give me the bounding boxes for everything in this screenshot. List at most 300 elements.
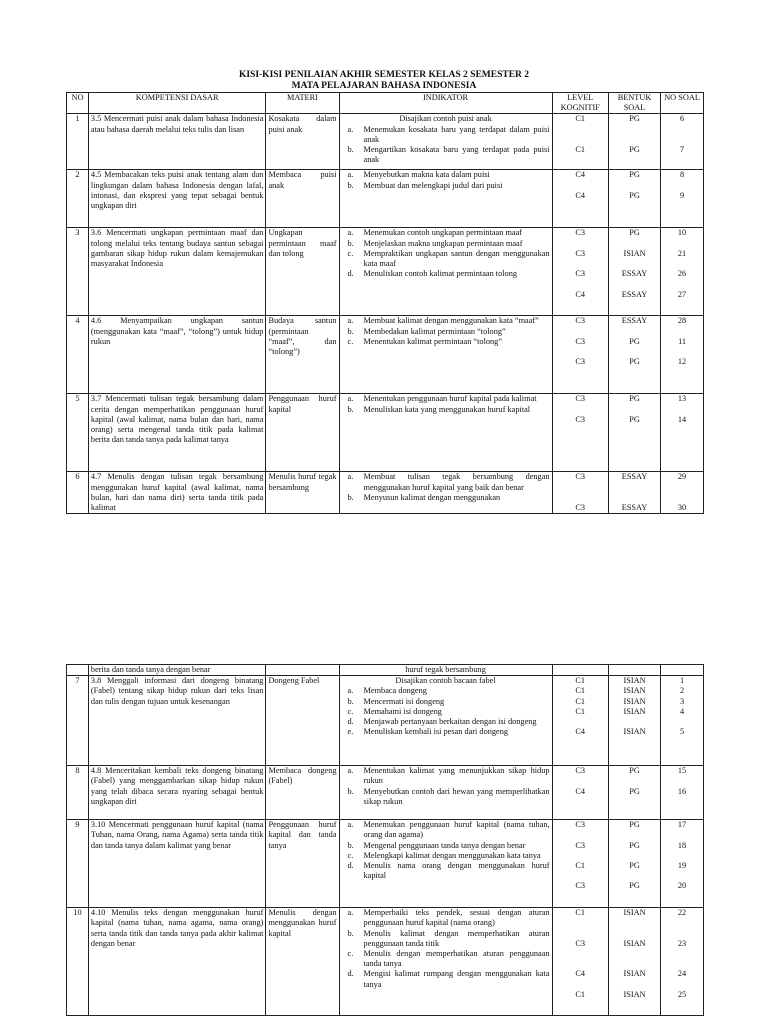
- bentuk-soal-cell: [608, 676, 660, 766]
- level-kognitif-value: C3: [575, 394, 586, 404]
- table-row: [67, 114, 704, 170]
- no-soal-value: 5: [679, 727, 685, 737]
- no-soal-value: [663, 259, 701, 269]
- indikator-item: [342, 686, 550, 696]
- indikator-item: [342, 908, 550, 928]
- level-kognitif-cell: [552, 766, 608, 820]
- bentuk-soal-cell: [608, 820, 660, 908]
- bentuk-soal-value: [611, 776, 658, 786]
- no-soal-cell: [661, 472, 704, 514]
- level-kognitif-value: C1: [575, 686, 586, 696]
- indikator-text: Membuat kalimat dengan menggunakan kata “maaf”: [363, 316, 539, 326]
- no-soal-value: 6: [679, 114, 685, 124]
- bentuk-soal-cell: [608, 665, 660, 676]
- indikator-cell: [339, 170, 552, 228]
- indikator-marker: a.: [347, 228, 354, 238]
- indikator-item: [342, 707, 550, 717]
- table-row: [67, 820, 704, 908]
- bentuk-soal-value: [611, 483, 658, 493]
- indikator-item: [342, 316, 550, 326]
- materi-cell: Penggunaan huruf kapital: [266, 394, 339, 472]
- indikator-marker: b.: [347, 786, 354, 796]
- indikator-list: [342, 820, 550, 881]
- indikator-marker: b.: [347, 928, 354, 938]
- bentuk-soal-value: ESSAY: [621, 316, 648, 326]
- indikator-text: Menyusun kalimat dengan menggunakan: [363, 492, 501, 502]
- level-kognitif-value: [555, 717, 606, 727]
- indikator-item: [342, 766, 550, 786]
- indikator-text: Mempraktikan ungkapan santun dengan menggunakan kata maaf: [363, 248, 550, 269]
- level-kognitif-value: C1: [575, 908, 586, 918]
- no-soal-value: 28: [677, 316, 687, 326]
- bentuk-soal-value: ISIAN: [623, 969, 646, 979]
- table-header-row: [67, 93, 704, 114]
- no-soal-value: [663, 717, 701, 727]
- bentuk-soal-value: ESSAY: [621, 269, 648, 279]
- indikator-list: [342, 125, 550, 166]
- indikator-marker: c.: [347, 949, 354, 959]
- no-soal-cell: [661, 908, 704, 1016]
- row-number: 1: [67, 114, 89, 170]
- level-kognitif-value: [555, 493, 606, 503]
- materi-cell: Membaca dongeng (Fabel): [266, 766, 339, 820]
- no-soal-value: 10: [677, 228, 687, 238]
- level-kognitif-cell: [552, 170, 608, 228]
- indikator-item: [342, 337, 550, 347]
- kisi-kisi-table-page-1: [66, 92, 704, 514]
- header-indikator: INDIKATOR: [339, 93, 552, 114]
- indikator-text: Menentukan kalimat permintaan “tolong”: [363, 336, 502, 346]
- kompetensi-dasar-cell: berita dan tanda tanya dengan benar: [88, 665, 266, 676]
- bentuk-soal-value: [611, 929, 658, 939]
- header-level-kognitif: LEVEL KOGNITIF: [552, 93, 608, 114]
- level-kognitif-cell: [552, 472, 608, 514]
- indikator-text: Menyebutkan makna kata dalam puisi: [363, 170, 490, 180]
- level-kognitif-cell: [552, 676, 608, 766]
- materi-cell: Membaca puisi anak: [266, 170, 339, 228]
- bentuk-soal-cell: [608, 908, 660, 1016]
- indikator-marker: c.: [347, 850, 354, 860]
- level-kognitif-value: [555, 776, 606, 786]
- no-soal-value: 29: [677, 472, 687, 482]
- header-materi: MATERI: [266, 93, 339, 114]
- indikator-item: [342, 269, 550, 279]
- level-kognitif-value: C1: [575, 696, 586, 706]
- materi-cell: Kosakata dalam puisi anak: [266, 114, 339, 170]
- no-soal-value: [663, 776, 701, 786]
- indikator-text: Menentukan kalimat yang menunjukkan sikap hidup rukun: [363, 766, 550, 786]
- level-kognitif-value: [555, 918, 606, 928]
- kompetensi-dasar-cell: 3.10 Mencermati penggunaan huruf kapital (nama Tuhan, nama Orang, nama Agama) serta tanda titik dan tanda tanya dalam kalimat yang benar: [88, 820, 266, 908]
- level-kognitif-value: [555, 980, 606, 990]
- level-kognitif-value: C3: [575, 357, 586, 367]
- no-soal-value: 27: [677, 289, 687, 299]
- indikator-cell: [339, 394, 552, 472]
- level-kognitif-value: C4: [575, 190, 586, 200]
- kompetensi-dasar-cell: 3.5 Mencermati puisi anak dalam bahasa Indonesia atau bahasa daerah melalui teks tulis dan lisan: [88, 114, 266, 170]
- level-kognitif-value: C1: [575, 706, 586, 716]
- header-bentuk-soal: BENTUK SOAL: [608, 93, 660, 114]
- bentuk-soal-value: ESSAY: [621, 289, 648, 299]
- no-soal-value: 8: [679, 170, 685, 180]
- indikator-list: [342, 766, 550, 807]
- header-kompetensi-dasar: KOMPETENSI DASAR: [88, 93, 266, 114]
- row-number: 5: [67, 394, 89, 472]
- indikator-marker: a.: [347, 766, 354, 776]
- no-soal-value: 7: [679, 145, 685, 155]
- indikator-text: Melengkapi kalimat dengan menggunakan kata tanya: [363, 850, 541, 860]
- indikator-marker: a.: [347, 316, 354, 326]
- bentuk-soal-value: PG: [629, 766, 640, 776]
- indikator-item: [342, 861, 550, 881]
- no-soal-value: 26: [677, 269, 687, 279]
- indikator-marker: b.: [347, 238, 354, 248]
- bentuk-soal-value: PG: [629, 190, 640, 200]
- bentuk-soal-value: [611, 327, 658, 337]
- indikator-item: [342, 181, 550, 191]
- materi-cell: Menulis dengan menggunakan huruf kapital: [266, 908, 339, 1016]
- bentuk-soal-value: ISIAN: [623, 676, 646, 686]
- bentuk-soal-value: [611, 181, 658, 191]
- indikator-text: Menjelaskan makna ungkapan permintaan maaf: [363, 238, 523, 248]
- level-kognitif-cell: [552, 394, 608, 472]
- kisi-kisi-table-page-2: [66, 664, 704, 1016]
- indikator-marker: c.: [347, 248, 354, 258]
- indikator-text: Menulis nama orang dengan menggunakan huruf kapital: [363, 861, 550, 881]
- indikator-item: [342, 841, 550, 851]
- bentuk-soal-value: [611, 347, 658, 357]
- bentuk-soal-value: ISIAN: [623, 908, 646, 918]
- level-kognitif-value: C3: [575, 414, 586, 424]
- materi-cell: Penggunaan huruf kapital dan tanda tanya: [266, 820, 339, 908]
- indikator-list: [342, 394, 550, 414]
- kompetensi-dasar-cell: 4.5 Membacakan teks puisi anak tentang alam dan lingkungan dalam bahasa Indonesia dengan lafal, intonasi, dan ekspresi yang tepat sebagai bentuk ungkapan diri: [88, 170, 266, 228]
- no-soal-value: 1: [679, 676, 685, 686]
- indikator-marker: e.: [347, 727, 354, 737]
- no-soal-value: 19: [677, 861, 687, 871]
- kompetensi-dasar-cell: 4.7 Menulis dengan tulisan tegak bersambung menggunakan huruf kapital (awal kalimat, nama bulan, hari dan nama diri) serta tanda titik pada kalimat: [88, 472, 266, 514]
- indikator-marker: b.: [347, 696, 354, 706]
- level-kognitif-value: [555, 851, 606, 861]
- level-kognitif-value: C3: [575, 269, 586, 279]
- indikator-list: [342, 686, 550, 737]
- indikator-text: Menuliskan contoh kalimat permintaan tolong: [363, 269, 517, 279]
- table-row: [67, 170, 704, 228]
- bentuk-soal-value: PG: [629, 228, 640, 238]
- level-kognitif-value: C3: [575, 881, 586, 891]
- level-kognitif-value: C4: [575, 289, 586, 299]
- no-soal-cell: [661, 820, 704, 908]
- no-soal-value: 2: [679, 686, 685, 696]
- indikator-item: [342, 929, 550, 949]
- materi-cell: Budaya santun (permintaan “maaf”, dan “tolong”): [266, 316, 339, 394]
- level-kognitif-value: C1: [575, 114, 586, 124]
- bentuk-soal-value: [611, 980, 658, 990]
- indikator-marker: a.: [347, 124, 354, 134]
- level-kognitif-value: [555, 125, 606, 135]
- indikator-cell: [339, 665, 552, 676]
- level-kognitif-value: C3: [575, 938, 586, 948]
- no-soal-value: [663, 347, 701, 357]
- bentuk-soal-value: [611, 259, 658, 269]
- no-soal-value: 24: [677, 969, 687, 979]
- no-soal-value: [663, 483, 701, 493]
- document-subtitle: MATA PELAJARAN BAHASA INDONESIA: [291, 81, 477, 91]
- indikator-cell: [339, 114, 552, 170]
- bentuk-soal-value: ISIAN: [623, 686, 646, 696]
- table-row: [67, 394, 704, 472]
- indikator-marker: a.: [347, 908, 354, 918]
- indikator-cell: [339, 820, 552, 908]
- indikator-intro: huruf tegak bersambung: [405, 665, 486, 674]
- indikator-item: [342, 851, 550, 861]
- indikator-text: Mengenal penggunaan tanda tanya dengan benar: [363, 840, 526, 850]
- bentuk-soal-cell: [608, 228, 660, 316]
- level-kognitif-value: C1: [575, 145, 586, 155]
- indikator-marker: b.: [347, 492, 354, 502]
- indikator-item: [342, 697, 550, 707]
- bentuk-soal-value: PG: [629, 170, 640, 180]
- indikator-marker: a.: [347, 472, 354, 482]
- no-soal-value: [663, 980, 701, 990]
- no-soal-cell: [661, 665, 704, 676]
- level-kognitif-value: [555, 405, 606, 415]
- level-kognitif-value: C1: [575, 861, 586, 871]
- indikator-marker: d.: [347, 861, 354, 871]
- header-no-soal: NO SOAL: [661, 93, 704, 114]
- indikator-text: Mengartikan kosakata baru yang terdapat pada puisi anak: [363, 145, 550, 165]
- bentuk-soal-value: PG: [629, 394, 640, 404]
- kompetensi-dasar-cell: 3.7 Mencermati tulisan tegak bersambung dalam cerita dengan memperhatikan penggunaan huruf kapital (awal kalimat, nama bulan dan hari, nama orang) serta mengenal tanda titik pada kalimat berita dan tanda tanya pada kalimat tanya: [88, 394, 266, 472]
- no-soal-value: 9: [679, 190, 685, 200]
- bentuk-soal-value: PG: [629, 786, 640, 796]
- indikator-marker: d.: [347, 969, 354, 979]
- indikator-item: [342, 125, 550, 145]
- bentuk-soal-value: PG: [629, 414, 640, 424]
- indikator-item: [342, 327, 550, 337]
- no-soal-value: [663, 279, 701, 289]
- indikator-item: [342, 949, 550, 969]
- indikator-text: Menjawab pertanyaan berkaitan dengan isi dongeng: [363, 717, 537, 727]
- bentuk-soal-cell: [608, 170, 660, 228]
- level-kognitif-cell: [552, 316, 608, 394]
- no-soal-value: 22: [677, 908, 687, 918]
- indikator-item: [342, 493, 550, 503]
- indikator-cell: [339, 676, 552, 766]
- bentuk-soal-value: ISIAN: [623, 938, 646, 948]
- no-soal-value: 12: [677, 357, 687, 367]
- indikator-marker: a.: [347, 170, 354, 180]
- no-soal-value: 25: [677, 989, 687, 999]
- no-soal-value: [663, 918, 701, 928]
- kompetensi-dasar-cell: 4.10 Menulis teks dengan menggunakan huruf kapital (nama tuhan, nama agama, nama orang) serta tanda titik dan tanda tanya pada akhir kalimat dengan benar: [88, 908, 266, 1016]
- bentuk-soal-value: [611, 125, 658, 135]
- no-soal-value: 15: [677, 766, 687, 776]
- table-row: [67, 665, 704, 676]
- indikator-marker: c.: [347, 706, 354, 716]
- bentuk-soal-value: [611, 959, 658, 969]
- no-soal-value: [663, 135, 701, 145]
- kompetensi-dasar-cell: 3.6 Mencermati ungkapan permintaan maaf dan tolong melalui teks tentang budaya santun sebagai gambaran sikap hidup rukun dalam kemajemukan masyarakat Indonesia: [88, 228, 266, 316]
- indikator-item: [342, 472, 550, 492]
- level-kognitif-value: C3: [575, 248, 586, 258]
- indikator-text: Menentukan penggunaan huruf kapital pada kalimat: [363, 394, 537, 404]
- indikator-marker: b.: [347, 404, 354, 414]
- level-kognitif-value: C3: [575, 820, 586, 830]
- indikator-cell: [339, 316, 552, 394]
- indikator-cell: [339, 766, 552, 820]
- indikator-marker: a.: [347, 820, 354, 830]
- indikator-intro: Disajikan contoh bacaan fabel: [395, 676, 496, 686]
- bentuk-soal-value: PG: [629, 145, 640, 155]
- indikator-item: [342, 717, 550, 727]
- no-soal-cell: [661, 676, 704, 766]
- materi-cell: [266, 665, 339, 676]
- level-kognitif-value: [555, 959, 606, 969]
- indikator-cell: [339, 908, 552, 1016]
- row-number: 10: [67, 908, 89, 1016]
- kompetensi-dasar-cell: 4.6 Menyampaikan ungkapan santun (menggunakan kata “maaf”, “tolong”) untuk hidup rukun: [88, 316, 266, 394]
- indikator-list: [342, 908, 550, 990]
- indikator-list: [342, 170, 550, 190]
- no-soal-value: 4: [679, 706, 685, 716]
- indikator-marker: d.: [347, 269, 354, 279]
- indikator-text: Mencermati isi dongeng: [363, 696, 445, 706]
- no-soal-value: 18: [677, 840, 687, 850]
- row-number: 2: [67, 170, 89, 228]
- no-soal-value: [663, 327, 701, 337]
- level-kognitif-value: [555, 239, 606, 249]
- table-row: [67, 766, 704, 820]
- indikator-text: Menuliskan kembali isi pesan dari dongeng: [363, 727, 509, 737]
- bentuk-soal-value: PG: [629, 114, 640, 124]
- indikator-item: [342, 405, 550, 415]
- level-kognitif-value: [555, 327, 606, 337]
- level-kognitif-value: C4: [575, 727, 586, 737]
- indikator-item: [342, 394, 550, 404]
- bentuk-soal-value: [611, 493, 658, 503]
- indikator-item: [342, 239, 550, 249]
- no-soal-value: 23: [677, 938, 687, 948]
- table-row: [67, 316, 704, 394]
- bentuk-soal-value: [611, 135, 658, 145]
- level-kognitif-value: [555, 871, 606, 881]
- bentuk-soal-value: ISIAN: [623, 727, 646, 737]
- indikator-marker: b.: [347, 326, 354, 336]
- kompetensi-dasar-cell: 4.8 Menceritakan kembali teks dongeng binatang (Fabel) yang menggambarkan sikap hidup rukun yang telah dibaca secara nyaring sebagai bentuk ungkapan diri: [88, 766, 266, 820]
- indikator-cell: [339, 472, 552, 514]
- bentuk-soal-value: [611, 239, 658, 249]
- row-number: [67, 665, 89, 676]
- indikator-marker: b.: [347, 145, 354, 155]
- level-kognitif-cell: [552, 820, 608, 908]
- no-soal-value: [663, 851, 701, 861]
- row-number: 3: [67, 228, 89, 316]
- bentuk-soal-value: ISIAN: [623, 989, 646, 999]
- indikator-text: Memperbaiki teks pendek, sesuai dengan aturan penggunaan huruf kapital (nama orang): [363, 908, 550, 928]
- bentuk-soal-cell: [608, 394, 660, 472]
- no-soal-value: [663, 181, 701, 191]
- level-kognitif-value: [555, 949, 606, 959]
- no-soal-value: [663, 405, 701, 415]
- materi-cell: Menulis huruf tegak bersambung: [266, 472, 339, 514]
- no-soal-value: [663, 929, 701, 939]
- no-soal-value: [663, 125, 701, 135]
- no-soal-cell: [661, 316, 704, 394]
- no-soal-value: [663, 493, 701, 503]
- no-soal-value: 3: [679, 696, 685, 706]
- row-number: 6: [67, 472, 89, 514]
- materi-cell: Dongeng Fabel: [266, 676, 339, 766]
- bentuk-soal-value: [611, 405, 658, 415]
- kompetensi-dasar-cell: 3.8 Menggali informasi dari dongeng binatang (Fabel) tentang sikap hidup rukun dari teks lisan dan tulis dengan tujuan untuk kesenangan: [88, 676, 266, 766]
- bentuk-soal-value: [611, 949, 658, 959]
- bentuk-soal-value: PG: [629, 840, 640, 850]
- indikator-item: [342, 969, 550, 989]
- bentuk-soal-value: ISIAN: [623, 696, 646, 706]
- level-kognitif-value: C3: [575, 472, 586, 482]
- row-number: 9: [67, 820, 89, 908]
- level-kognitif-value: [555, 929, 606, 939]
- table-row: [67, 472, 704, 514]
- table-row: [67, 908, 704, 1016]
- no-soal-value: 13: [677, 394, 687, 404]
- indikator-text: Menyebutkan contoh dari hewan yang memperlihatkan sikap rukun: [363, 786, 550, 806]
- indikator-marker: c.: [347, 336, 354, 346]
- bentuk-soal-value: PG: [629, 820, 640, 830]
- indikator-text: Membaca dongeng: [363, 686, 427, 696]
- no-soal-cell: [661, 766, 704, 820]
- level-kognitif-value: C4: [575, 786, 586, 796]
- indikator-list: [342, 316, 550, 347]
- bentuk-soal-value: ISIAN: [623, 706, 646, 716]
- no-soal-value: 21: [677, 248, 687, 258]
- bentuk-soal-value: PG: [629, 881, 640, 891]
- level-kognitif-value: C1: [575, 989, 586, 999]
- materi-cell: Ungkapan permintaan maaf dan tolong: [266, 228, 339, 316]
- indikator-intro: Disajikan contoh puisi anak: [399, 114, 492, 124]
- level-kognitif-value: [555, 181, 606, 191]
- bentuk-soal-value: [611, 871, 658, 881]
- no-soal-value: [663, 959, 701, 969]
- no-soal-cell: [661, 394, 704, 472]
- level-kognitif-value: [555, 135, 606, 145]
- no-soal-value: 14: [677, 414, 687, 424]
- indikator-text: Menemukan penggunaan huruf kapital (nama tuhan, orang dan agama): [363, 820, 550, 840]
- indikator-text: Menemukan kosakata baru yang terdapat dalam puisi anak: [363, 124, 550, 144]
- bentuk-soal-value: [611, 279, 658, 289]
- level-kognitif-value: [555, 483, 606, 493]
- indikator-item: [342, 727, 550, 737]
- level-kognitif-cell: [552, 665, 608, 676]
- level-kognitif-value: C1: [575, 676, 586, 686]
- level-kognitif-value: [555, 347, 606, 357]
- row-number: 7: [67, 676, 89, 766]
- no-soal-value: 17: [677, 820, 687, 830]
- no-soal-cell: [661, 228, 704, 316]
- bentuk-soal-value: [611, 918, 658, 928]
- bentuk-soal-value: [611, 851, 658, 861]
- level-kognitif-value: [555, 830, 606, 840]
- bentuk-soal-value: [611, 830, 658, 840]
- indikator-item: [342, 145, 550, 165]
- indikator-text: Menuliskan kata yang menggunakan huruf kapital: [363, 404, 531, 414]
- row-number: 4: [67, 316, 89, 394]
- bentuk-soal-cell: [608, 316, 660, 394]
- level-kognitif-cell: [552, 908, 608, 1016]
- indikator-text: Memahami isi dongeng: [363, 706, 442, 716]
- indikator-item: [342, 228, 550, 238]
